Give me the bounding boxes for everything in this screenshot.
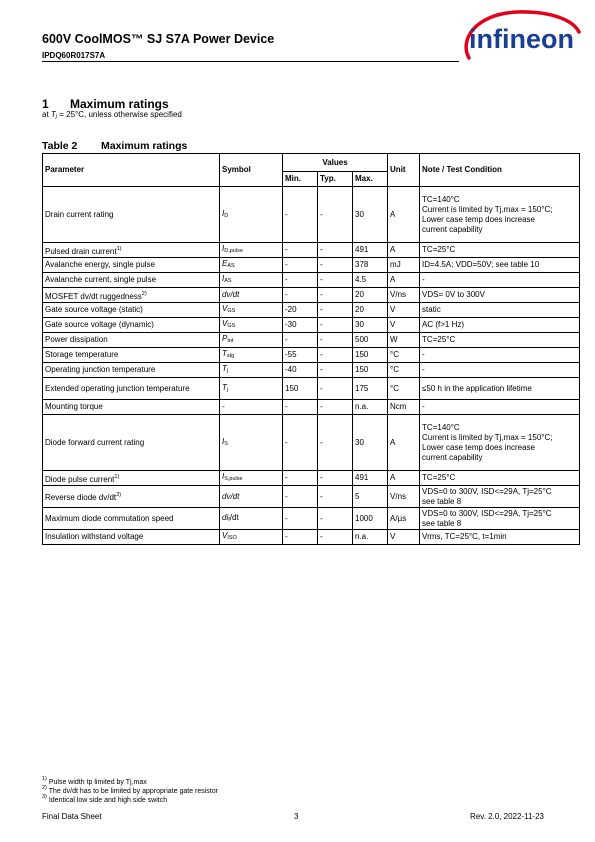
header-unit: Unit: [388, 154, 420, 187]
cell-max: 1000: [353, 508, 388, 530]
cell-parameter: Drain current rating: [43, 187, 220, 243]
cell-note: [420, 273, 580, 288]
cell-max: 150: [353, 363, 388, 378]
cell-typ: -: [318, 288, 353, 303]
cell-unit: V/ns: [388, 486, 420, 508]
cell-typ: -: [318, 303, 353, 318]
table-row: [43, 486, 580, 508]
table-row: [43, 415, 580, 471]
cell-typ: -: [318, 348, 353, 363]
cell-typ: -: [318, 187, 353, 243]
cell-symbol: VGS: [220, 303, 283, 318]
cell-max: 20: [353, 303, 388, 318]
cell-parameter: Maximum diode commutation speed: [43, 508, 220, 530]
note-line: TC=140°C: [422, 422, 460, 432]
cell-typ: -: [318, 415, 353, 471]
cell-max: 5: [353, 486, 388, 508]
cell-symbol: dv/dt: [220, 486, 283, 508]
cell-note: [420, 530, 580, 545]
cell-typ: -: [318, 273, 353, 288]
cell-typ: -: [318, 471, 353, 486]
cell-min: -: [283, 400, 318, 415]
cell-typ: -: [318, 508, 353, 530]
cell-min: -: [283, 258, 318, 273]
cell-max: 20: [353, 288, 388, 303]
cell-symbol: -: [220, 400, 283, 415]
section-condition: at Tj = 25°C, unless otherwise specified: [42, 110, 182, 120]
cell-parameter: Avalanche energy, single pulse: [43, 258, 220, 273]
cell-note: [420, 415, 580, 471]
note-line: TC=140°C: [422, 194, 460, 204]
cell-min: -: [283, 333, 318, 348]
cell-note: [420, 288, 580, 303]
footnote-3: $^{3)}$ Identical low side and high side switch: [42, 794, 168, 804]
note-line: AC (f>1 Hz): [422, 320, 465, 329]
cell-note: [420, 363, 580, 378]
maximum-ratings-table: [42, 153, 580, 545]
section-title: Maximum ratings: [70, 97, 169, 111]
cell-note: [420, 303, 580, 318]
note-line: TC=25°C: [422, 245, 456, 254]
cell-parameter: Gate source voltage (static): [43, 303, 220, 318]
cell-typ: -: [318, 258, 353, 273]
cell-parameter: Power dissipation: [43, 333, 220, 348]
cell-typ: -: [318, 333, 353, 348]
table-row: [43, 348, 580, 363]
cell-unit: V: [388, 318, 420, 333]
cell-typ: -: [318, 363, 353, 378]
table-row: [43, 303, 580, 318]
note-line: current capability: [422, 224, 483, 234]
table-row: [43, 400, 580, 415]
note-line: see table 8: [422, 496, 462, 506]
cell-max: 30: [353, 318, 388, 333]
note-line: ID=4.5A; VDD=50V; see table 10: [422, 260, 540, 269]
cell-symbol: dif/dt: [220, 508, 283, 530]
cell-note: [420, 187, 580, 243]
cell-parameter: Pulsed drain current$^{1)}$: [43, 243, 220, 258]
table-row: [43, 530, 580, 545]
cell-max: 500: [353, 333, 388, 348]
cell-min: -: [283, 273, 318, 288]
note-line: -: [422, 275, 425, 284]
table-body: [43, 187, 580, 545]
cell-symbol: Tstg: [220, 348, 283, 363]
cell-typ: -: [318, 400, 353, 415]
cell-unit: W: [388, 333, 420, 348]
cell-symbol: Tj: [220, 378, 283, 400]
cell-max: 30: [353, 415, 388, 471]
cell-parameter: Avalanche current, single pulse: [43, 273, 220, 288]
cell-min: -: [283, 415, 318, 471]
cell-min: -: [283, 486, 318, 508]
cell-symbol: ID: [220, 187, 283, 243]
cell-max: 150: [353, 348, 388, 363]
cell-typ: -: [318, 530, 353, 545]
cell-symbol: Tj: [220, 363, 283, 378]
section-number: 1: [42, 97, 49, 111]
cell-unit: mJ: [388, 258, 420, 273]
note-line: -: [422, 402, 425, 411]
table-row: [43, 333, 580, 348]
table-row: [43, 318, 580, 333]
cell-unit: A: [388, 471, 420, 486]
cell-typ: -: [318, 243, 353, 258]
cell-note: [420, 348, 580, 363]
cell-max: n.a.: [353, 400, 388, 415]
cell-typ: -: [318, 318, 353, 333]
cell-note: [420, 400, 580, 415]
table-caption-number: Table 2: [42, 140, 78, 152]
svg-text:infineon: infineon: [469, 24, 574, 54]
header-parameter: Parameter: [43, 154, 220, 187]
cell-note: [420, 258, 580, 273]
part-number: IPDQ60R017S7A: [42, 51, 106, 60]
cell-note: [420, 243, 580, 258]
cell-max: 378: [353, 258, 388, 273]
cell-symbol: EAS: [220, 258, 283, 273]
cell-symbol: IAS: [220, 273, 283, 288]
table-row: [43, 363, 580, 378]
cell-typ: -: [318, 378, 353, 400]
cell-parameter: MOSFET dv/dt ruggedness$^{2)}$: [43, 288, 220, 303]
cell-unit: Ncm: [388, 400, 420, 415]
cell-min: -: [283, 243, 318, 258]
cell-symbol: ID,pulse: [220, 243, 283, 258]
cell-note: [420, 318, 580, 333]
note-line: -: [422, 365, 425, 374]
note-line: Current is limited by Tj,max = 150°C;: [422, 432, 553, 442]
cell-unit: A: [388, 415, 420, 471]
note-line: Current is limited by Tj,max = 150°C;: [422, 204, 553, 214]
cell-unit: V/ns: [388, 288, 420, 303]
note-line: Lower case temp does increase: [422, 214, 535, 224]
footer-doc-type: Final Data Sheet: [42, 812, 102, 821]
cell-parameter: Operating junction temperature: [43, 363, 220, 378]
cell-min: -20: [283, 303, 318, 318]
footer-revision: Rev. 2.0, 2022-11-23: [470, 812, 544, 821]
cell-typ: -: [318, 486, 353, 508]
footer-page-number: 3: [294, 812, 299, 821]
cell-unit: A/µs: [388, 508, 420, 530]
cell-max: 491: [353, 471, 388, 486]
cell-symbol: VGS: [220, 318, 283, 333]
table-row: [43, 273, 580, 288]
cell-max: 491: [353, 243, 388, 258]
note-line: static: [422, 305, 441, 314]
table-row: [43, 187, 580, 243]
cell-parameter: Diode forward current rating: [43, 415, 220, 471]
cell-note: [420, 508, 580, 530]
cell-parameter: Gate source voltage (dynamic): [43, 318, 220, 333]
cell-max: 4.5: [353, 273, 388, 288]
cell-unit: A: [388, 187, 420, 243]
cell-max: n.a.: [353, 530, 388, 545]
cell-unit: V: [388, 303, 420, 318]
table-row: [43, 288, 580, 303]
header-note: Note / Test Condition: [420, 154, 580, 187]
cell-symbol: dv/dt: [220, 288, 283, 303]
table-row: [43, 378, 580, 400]
header-symbol: Symbol: [220, 154, 283, 187]
cell-note: [420, 471, 580, 486]
cell-parameter: Reverse diode $dv/dt^{3)}$: [43, 486, 220, 508]
cell-min: -55: [283, 348, 318, 363]
infineon-logo: [455, 6, 583, 66]
cell-symbol: IS: [220, 415, 283, 471]
table-row: [43, 508, 580, 530]
cell-min: -: [283, 508, 318, 530]
footnote-1: $^{1)}$ Pulse width tp limited by Tj,max: [42, 776, 147, 786]
cell-parameter: Extended operating junction temperature: [43, 378, 220, 400]
cell-parameter: Insulation withstand voltage: [43, 530, 220, 545]
cell-note: [420, 378, 580, 400]
note-line: -: [422, 350, 425, 359]
cell-unit: °C: [388, 378, 420, 400]
cell-max: 175: [353, 378, 388, 400]
header-min: Min.: [283, 172, 318, 187]
header-rule: [42, 61, 459, 62]
table-row: [43, 258, 580, 273]
cell-unit: A: [388, 243, 420, 258]
cell-min: -: [283, 471, 318, 486]
cell-unit: °C: [388, 363, 420, 378]
footnote-2: $^{2)}$ The dv/dt has to be limited by appropriate gate resistor: [42, 785, 218, 795]
note-line: TC=25°C: [422, 335, 456, 344]
table-row: [43, 471, 580, 486]
cell-min: -40: [283, 363, 318, 378]
header-typ: Typ.: [318, 172, 353, 187]
cell-min: -: [283, 530, 318, 545]
note-line: VDS=0 to 300V, ISD<=29A, Tj=25°C: [422, 508, 552, 518]
document-title: 600V CoolMOS™ SJ S7A Power Device: [42, 32, 275, 46]
cell-min: -30: [283, 318, 318, 333]
cell-note: [420, 486, 580, 508]
header-values: Values: [283, 154, 388, 172]
cell-max: 30: [353, 187, 388, 243]
cell-parameter: Mounting torque: [43, 400, 220, 415]
cell-unit: A: [388, 273, 420, 288]
note-line: ≤50 h in the application lifetime: [422, 383, 532, 393]
note-line: Vrms, TC=25°C, t=1min: [422, 532, 507, 541]
cell-min: -: [283, 187, 318, 243]
cell-parameter: Diode pulse current$^{1)}$: [43, 471, 220, 486]
note-line: Lower case temp does increase: [422, 442, 535, 452]
cell-unit: °C: [388, 348, 420, 363]
cell-symbol: VISO: [220, 530, 283, 545]
note-line: TC=25°C: [422, 473, 456, 482]
note-line: current capability: [422, 452, 483, 462]
cell-unit: V: [388, 530, 420, 545]
note-line: VDS= 0V to 300V: [422, 290, 485, 299]
cell-symbol: Ptot: [220, 333, 283, 348]
cell-min: -: [283, 288, 318, 303]
note-line: see table 8: [422, 518, 462, 528]
table-row: [43, 243, 580, 258]
note-line: VDS=0 to 300V, ISD<=29A, Tj=25°C: [422, 486, 552, 496]
cell-min: 150: [283, 378, 318, 400]
cell-note: [420, 333, 580, 348]
header-max: Max.: [353, 172, 388, 187]
cell-parameter: Storage temperature: [43, 348, 220, 363]
cell-symbol: IS,pulse: [220, 471, 283, 486]
table-caption-title: Maximum ratings: [101, 140, 188, 152]
